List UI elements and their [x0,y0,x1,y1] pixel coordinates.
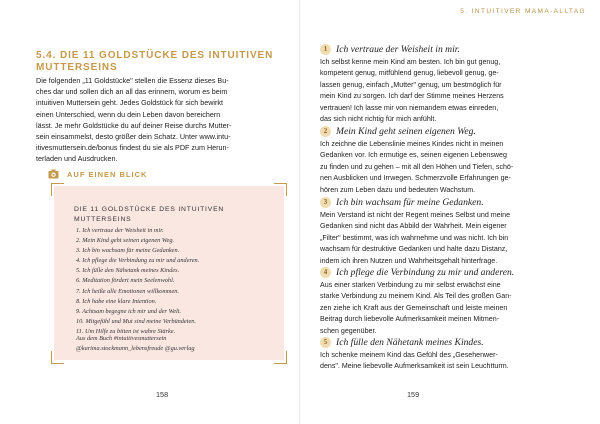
goldstueck-section-1 [320,44,580,125]
number-badge: 2 [320,126,331,137]
box-title: DIE 11 GOLDSTÜCKE DES INTUITIVEN MUTTERSEINS [74,206,225,223]
section-heading [320,337,580,348]
list-item: 2. Mein Kind geht seinen eigenen Weg. [76,237,175,245]
list-item: 3. Ich bin wachsam für meine Gedanken. [76,247,180,255]
box-corner-ornament [274,351,287,364]
page-number-right: 159 [407,390,420,399]
running-head: 5. INTUITIVER MAMA-ALLTAG [460,8,586,15]
number-badge: 3 [320,197,331,208]
glance-label: AUF EINEN BLICK [67,169,148,179]
list-item: 7. Ich heiße alle Emotionen willkommen. [76,287,179,295]
list-item: 8. Ich habe eine klare Intention. [76,297,157,305]
number-badge: 5 [320,337,331,348]
section-heading-text: Mein Kind geht seinen eigenen Weg. [336,126,476,137]
section-heading [320,197,580,208]
goldstueck-section-3 [320,197,580,267]
section-heading [320,267,580,278]
box-corner-ornament [274,183,287,196]
list-item: 5. Ich fülle den Nähetank meines Kindes. [76,267,180,275]
at-a-glance-heading [48,169,147,179]
section-heading-text: Ich fülle den Nähetank meines Kindes. [336,337,484,348]
section-heading [320,44,580,55]
section-heading [320,126,580,137]
section-body: Ich selbst kenne mein Kind am besten. Ich bin gut genug, kompetent genug, mitfühlend genug, liebevoll genug, ge- lassen genug, einfach „Mutter" genug, um bestmöglich für mein Kind zu sorgen. Ich darf der Stimme meines Herzens vertrauen! Ich lasse mir von niemandem etwas einreden, das sich nicht richtig für mich anfühlt. [320,58,504,124]
list-item: 1. Ich vertraue der Weisheit in mir. [76,227,164,234]
box-corner-ornament [51,351,64,364]
list-item: 4. Ich pflege die Verbindung zu mir und anderen. [76,257,200,265]
box-corner-ornament [51,183,64,196]
section-heading-text: Ich vertraue der Weisheit in mir. [336,44,460,55]
section-title: 5.4. DIE 11 GOLDSTÜCKE DES INTUITIVEN MUTTERSEINS [36,50,274,73]
goldstueck-section-5 [320,337,580,373]
section-body: Aus einer starken Verbindung zu mir selbst erwächst eine starke Verbindung zu meinem Kind. Als Teil des großen Gan- zen ziehe ich Kraft aus der Gemeinschaft und leiste meinen Beitrag durch liebevolle Aufmerksamkeit meinen Mitmen- schen gegenüber. [320,281,512,335]
goldstueck-section-2 [320,126,580,196]
section-body: Mein Verstand ist nicht der Regent meines Selbst und meine Gedanken sind nicht das Abbild der Wahrheit. Mein eigener „Filter" bestimmt, was ich wahrnehme und was nicht. Ich bin wachsam für destruktive Gedanken und halte dazu Distanz, indem ich ihren Nutzen und Wahrheitsgehalt hinterfrage. [320,211,511,265]
section-heading-text: Ich bin wachsam für meine Gedanken. [336,197,484,208]
section-body: Ich schenke meinem Kind das Gefühl des „Gesehenwer- dens". Meine liebevolle Aufmerksamkeit ist sein Leuchtturm. [320,351,509,371]
list-item: 9. Achtsam begegne ich mir und der Welt. [76,307,182,315]
intro-paragraph: Die folgenden „11 Goldstücke" stellen die Essenz dieses Bu- ches dar und sollen dich an all das erinnern, worum es beim intuitiven Muttersein geht. Jedes Goldstück für sich bewirkt einen Unterschied, wenn du dein Leben davon bereichern lässt. Je mehr Goldstücke du auf deiner Reise durchs Mutter- sein einsammelst, desto größer dein Schatz. Unter www.intu- itivesmuttersein.de/bonus findest du sie als PDF zum Herun- terladen und Ausdrucken. [36,76,232,164]
number-badge: 4 [320,267,331,278]
goldstueck-section-4 [320,267,580,337]
list-item: 10. Mitgefühl und Mut sind meine Verbündeten. [76,317,196,325]
section-body: Ich zeichne die Lebenslinie meines Kindes nicht in meinen Gedanken vor. Ich ermutige es, seinen eigenen Lebensweg zu finden und zu gehen – mit all den Höhen und Tiefen, schö- nen Ausblicken und Irrwegen. Schmerzvolle Erfahrungen ge- hören zum Leben dazu und bedeuten Wachstum. [320,140,514,194]
number-badge: 1 [320,44,331,55]
book-reference: Aus dem Buch #intuitivesmuttersein @karima.stockmann_lebensfreude @gu.verlag [76,335,195,352]
section-heading-text: Ich pflege die Verbindung zu mir und anderen. [336,267,515,278]
camera-icon [48,169,59,179]
goldstuecke-list [76,226,199,337]
list-item: 6. Meditation fördert mein Seelenwohl. [76,277,175,285]
list-item: 11. Um Hilfe zu bitten ist wahre Stärke. [76,327,176,335]
page-number-left: 158 [156,390,169,399]
